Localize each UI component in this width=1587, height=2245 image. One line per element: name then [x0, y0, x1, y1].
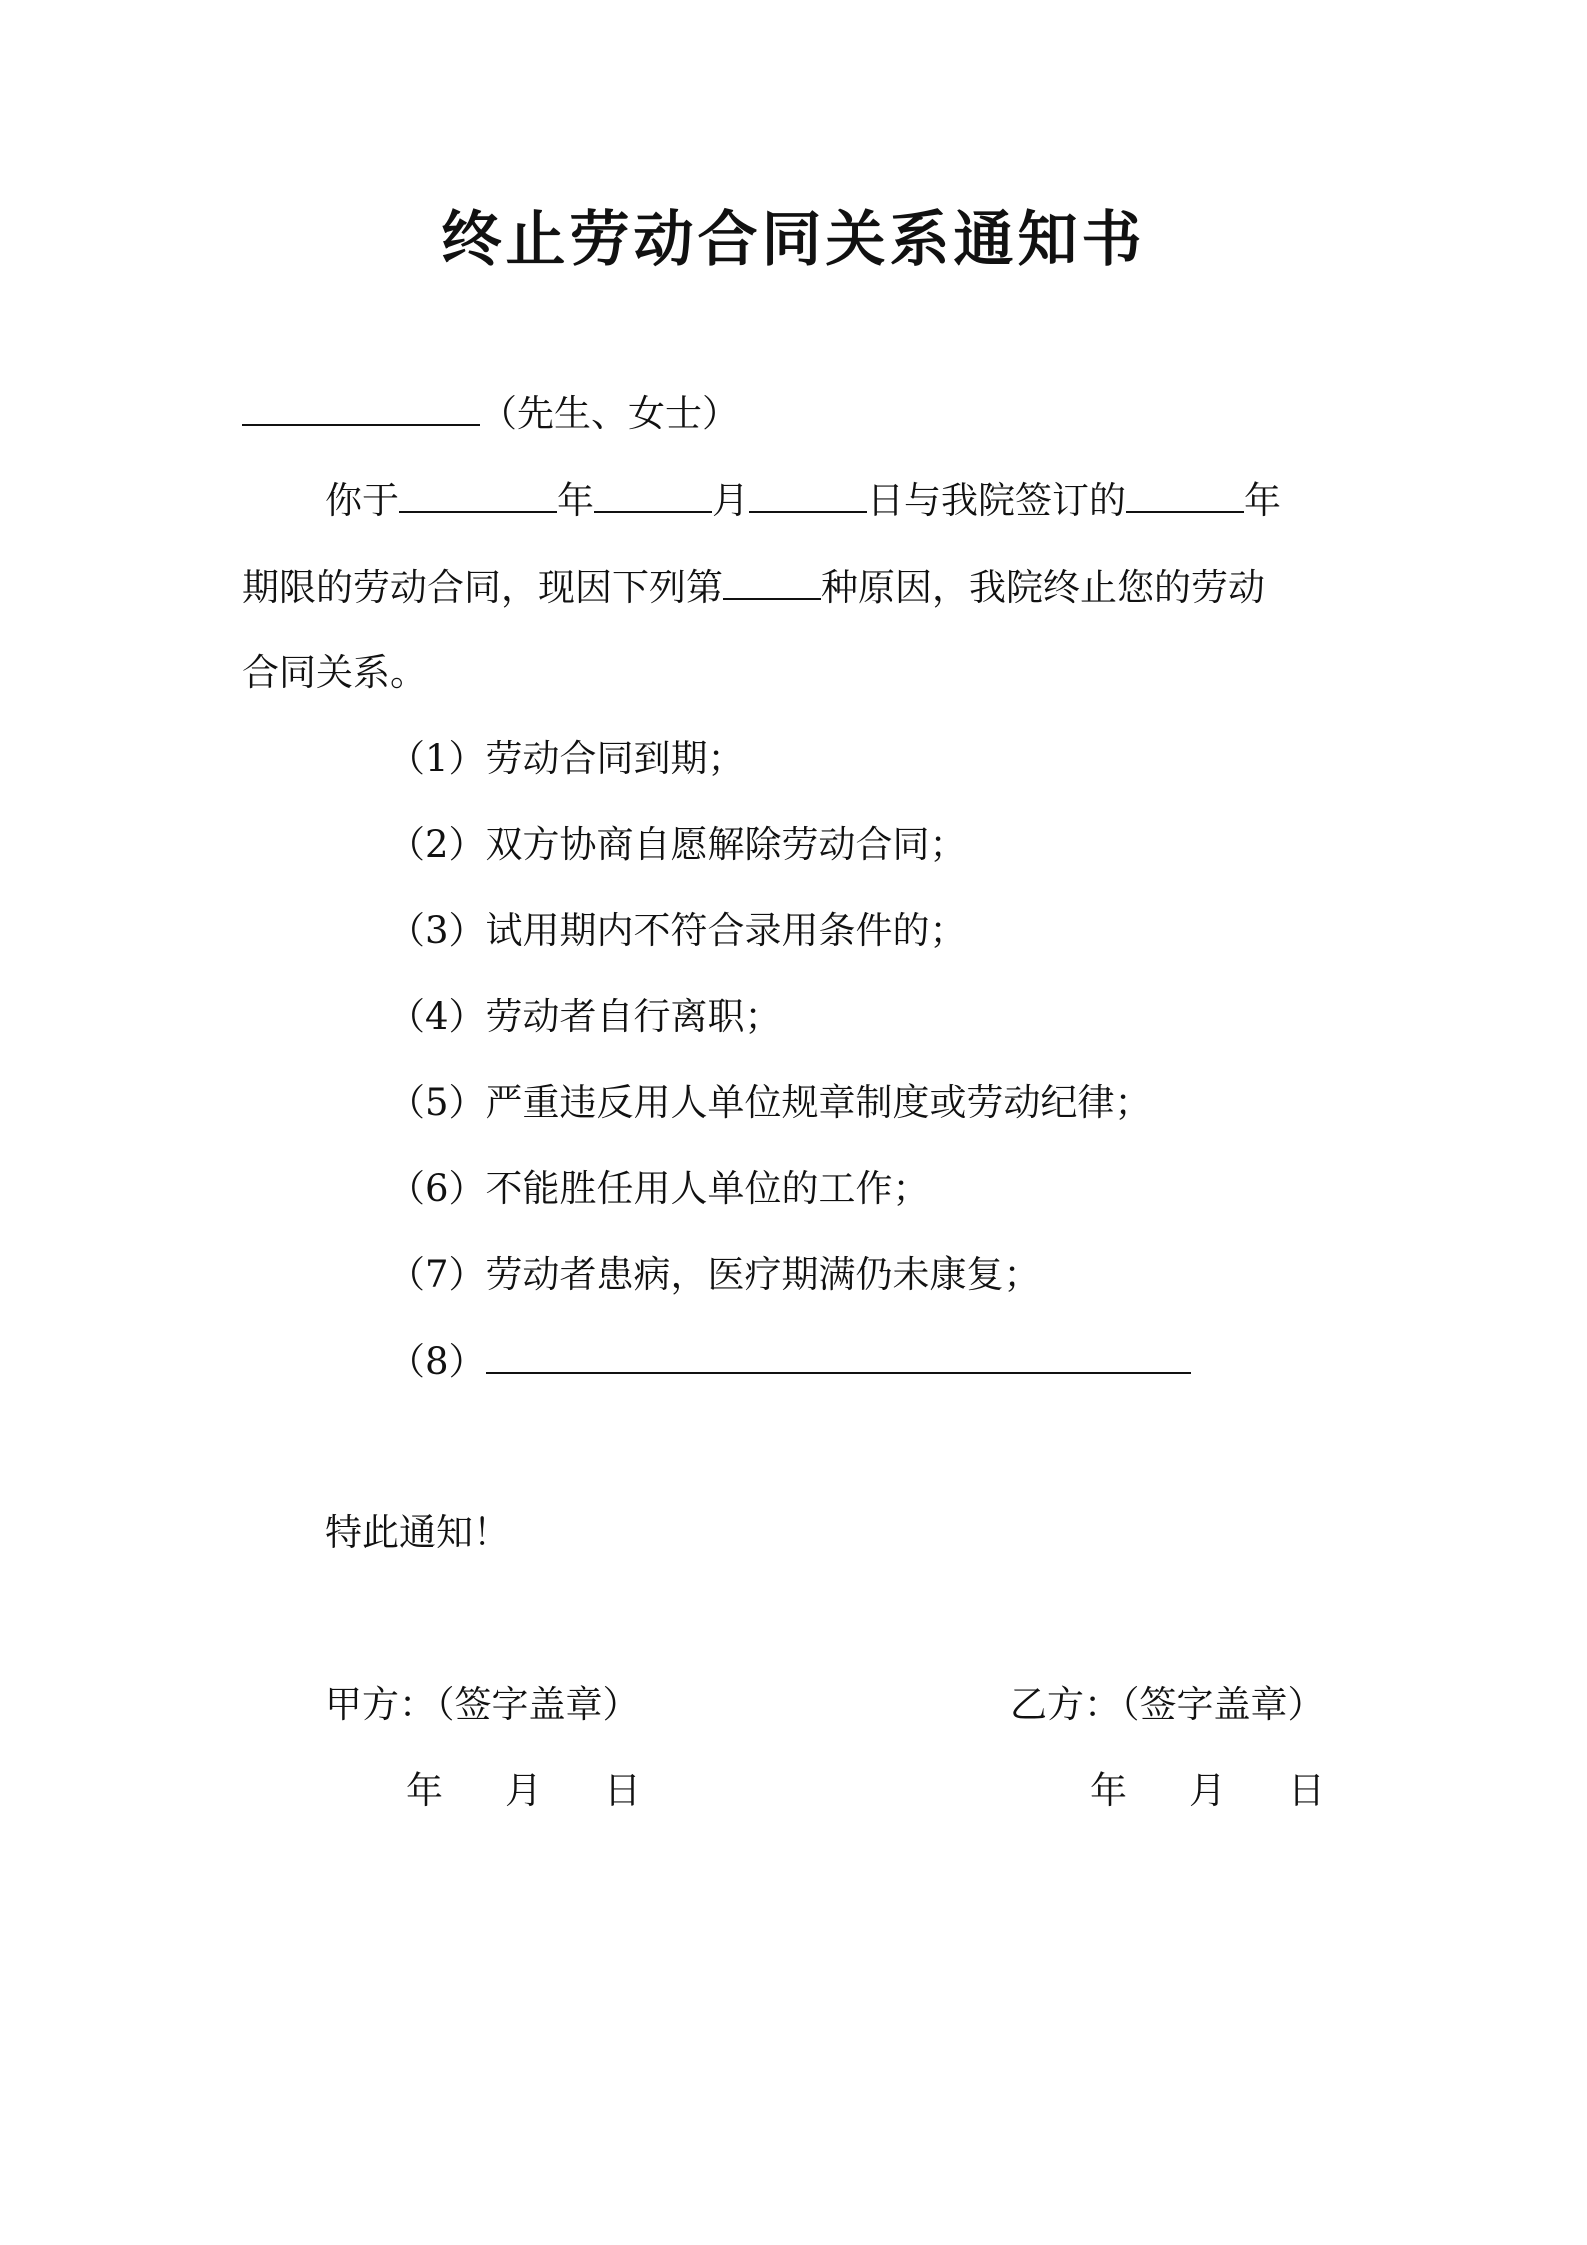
party-a-date-month: 月: [505, 1769, 542, 1812]
party-a-signature: 甲方：（签字盖章）: [325, 1683, 640, 1726]
body-line-2: [242, 562, 1265, 613]
salutation-suffix: （先生、女士）: [480, 392, 739, 435]
body-year-term: 年: [1244, 479, 1281, 522]
reason-item: （2）双方协商自愿解除劳动合同；: [388, 823, 967, 866]
body-line-3-text: 合同关系。: [242, 651, 427, 694]
party-b-signature: 乙方：（签字盖章）: [1010, 1683, 1325, 1726]
body-year: 年: [557, 479, 594, 522]
sign-month-blank[interactable]: [594, 475, 712, 513]
party-b-date-year: 年: [1090, 1769, 1127, 1812]
salutation-line: [242, 388, 739, 439]
body-you-on: 你于: [325, 479, 399, 522]
recipient-name-blank[interactable]: [242, 388, 480, 426]
party-b-date-month: 月: [1189, 1769, 1226, 1812]
party-a-date: [406, 1766, 641, 1816]
body-day-signed: 日与我院签订的: [867, 479, 1126, 522]
reason-number-blank[interactable]: [723, 562, 821, 600]
reason-item-8-label: （8）: [388, 1340, 486, 1383]
other-reason-blank[interactable]: [486, 1336, 1191, 1374]
party-b-date: [1090, 1766, 1325, 1816]
notice-text: 特此通知！: [325, 1511, 510, 1554]
body-line-2-text: 期限的劳动合同，现因下列第: [242, 566, 723, 609]
body-month: 月: [712, 479, 749, 522]
reason-item: （6）不能胜任用人单位的工作；: [388, 1167, 930, 1210]
reason-item: （4）劳动者自行离职；: [388, 995, 782, 1038]
reason-item: （5）严重违反用人单位规章制度或劳动纪律；: [388, 1081, 1152, 1124]
contract-term-blank[interactable]: [1126, 475, 1244, 513]
party-b-date-day: 日: [1288, 1769, 1325, 1812]
reason-item: （7）劳动者患病，医疗期满仍未康复；: [388, 1253, 1041, 1296]
body-line-1: [325, 475, 1281, 526]
party-a-date-day: 日: [604, 1769, 641, 1812]
document-title: 终止劳动合同关系通知书: [441, 205, 1146, 275]
body-line-2-end: 种原因，我院终止您的劳动: [821, 566, 1265, 609]
sign-day-blank[interactable]: [749, 475, 867, 513]
sign-year-blank[interactable]: [399, 475, 557, 513]
reason-item: （1）劳动合同到期；: [388, 737, 745, 780]
party-a-date-year: 年: [406, 1769, 443, 1812]
body-line-3: [242, 648, 427, 698]
reason-item-other: [388, 1336, 1191, 1387]
reason-item: （3）试用期内不符合录用条件的；: [388, 909, 967, 952]
